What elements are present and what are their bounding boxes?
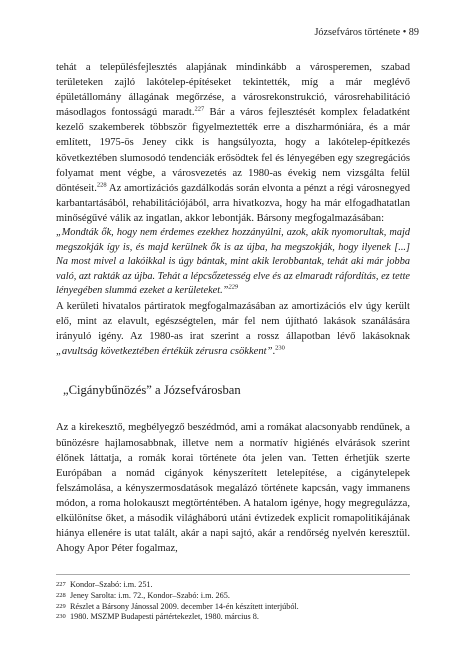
footnote-ref-230[interactable]: 230 bbox=[275, 344, 285, 352]
paragraph-2-part-a: A kerületi hivatalos pártiratok megfogalmazásában az amortizációs elv úgy került elő, mint az elavult, egészségtelen, már fel nem újítható lakások szanálására irányuló igény. Az 1980-as irat szerint a rossz állapotban lévő lakásoknak bbox=[56, 301, 410, 343]
footnote-number: 227 bbox=[56, 581, 66, 588]
paragraph-2-italic-quote: „avultság következtében értékük zérusra csökkent” bbox=[56, 346, 273, 358]
footnote-ref-228[interactable]: 228 bbox=[96, 181, 107, 189]
paragraph-1-part-b: Bár a város fejlesztését komplex feladatként kezelő szakemberek többször figyelmeztették erre a diszharmóniára, és a már említett, 1975-ös Jeney cikk is hangsúlyozta, hogy a lakótelep-építkezés következtében slumosodó tendenciák erősödtek fel és lényegében egy szegregációs folyamat ment végbe, a városvezetés az 1980-as évekig nem vizsgálta felül döntéseit. bbox=[56, 107, 410, 194]
footnote-number: 228 bbox=[56, 591, 66, 599]
footnote-text: Részlet a Bársony Jánossal 2009. december 14-én készített interjúból. bbox=[70, 601, 299, 611]
footnote-divider bbox=[56, 574, 410, 575]
block-quote bbox=[56, 226, 410, 299]
footnote-228 bbox=[56, 591, 410, 602]
footnote-229 bbox=[56, 602, 410, 613]
paragraph-2 bbox=[56, 299, 410, 359]
paragraph-3: Az a kirekesztő, megbélyegző beszédmód, ami a romákat alacsonyabb rendűnek, a bűnözésre hajlamosabbnak, illetve nem a normatív higiénés elvárások szerint élőnek láttatja, a romák korai története óta jelen van. Tetten érhetjük szerte Európában a nomád cigányok kényszerített letelepítése, a cigánytelepek felszámolása, a kényszermosdatások megalázó története kapcsán, vagy immanens módon, a roma holokauszt megtörténtében. A hatalom igénye, hogy megregulázza, elkülönítse őket, a második világháború utáni évtizedek explicit romapolitikájának hiánya ellenére is utat talált, akár a napi sajtó, akár a rendőrség nyelvén keresztül. Ahogy Apor Péter fogalmaz, bbox=[56, 422, 410, 555]
paragraph-2-part-b: . bbox=[272, 346, 276, 358]
body-text bbox=[56, 60, 410, 556]
paragraph-1 bbox=[56, 60, 410, 226]
footnote-ref-229[interactable]: 229 bbox=[228, 283, 239, 291]
footnote-227 bbox=[56, 580, 410, 591]
footnote-text: 1980. MSZMP Budapesti pártértekezlet, 1980. március 8. bbox=[70, 612, 259, 622]
footnote-230 bbox=[56, 612, 410, 623]
footnote-number: 230 bbox=[56, 613, 66, 621]
paragraph-1-part-a: tehát a településfejlesztés alapjának mindinkább a városperemen, szabad területeken zajló lakótelep-építéseket tekintették, míg a már meglévő épületállomány állagának megőrzése, a városrekonstrukció, városrehabilitáció másodlagos fontosságú maradt. bbox=[56, 62, 410, 119]
footnote-text: Kondor–Szabó: i.m. 251. bbox=[70, 580, 153, 589]
paragraph-1-part-c: Az amortizációs gazdálkodás során elvonta a pénzt a régi városnegyed karbantartásából, rehabilitációjából, arra hivatkozva, hogy ha már elfogadhatatlan minőségűvé válik az ingatlan, akkor lebontják. Bársony megfogalmazásában: bbox=[56, 182, 410, 224]
running-head: Józsefváros története • 89 bbox=[314, 27, 419, 38]
footnote-ref-227[interactable]: 227 bbox=[194, 105, 205, 113]
block-quote-text: „Mondták ők, hogy nem érdemes ezekhez hozzányúlni, azok, akik nyomorultak, majd megszokják így is, és majd kerülnek ők is az újba, ha megszokják, hogy ilyenek [...] Na most mivel a lakóikkal is úgy bántak, mint akik lerobbantak, tehát aki már jobba való, azt rakták az újba. Tehát a lépcsőzetesség elve és az elmaradt ráfordítás, ez tette lényegében slummá ezeket a kerületeket.” bbox=[56, 227, 410, 297]
footnote-number: 229 bbox=[56, 602, 66, 610]
section-heading: „Cigánybűnözés” a Józsefvárosban bbox=[63, 383, 241, 398]
footnote-text: Jeney Sarolta: i.m. 72., Kondor–Szabó: i.m. 265. bbox=[70, 590, 230, 600]
footnotes bbox=[56, 580, 410, 623]
